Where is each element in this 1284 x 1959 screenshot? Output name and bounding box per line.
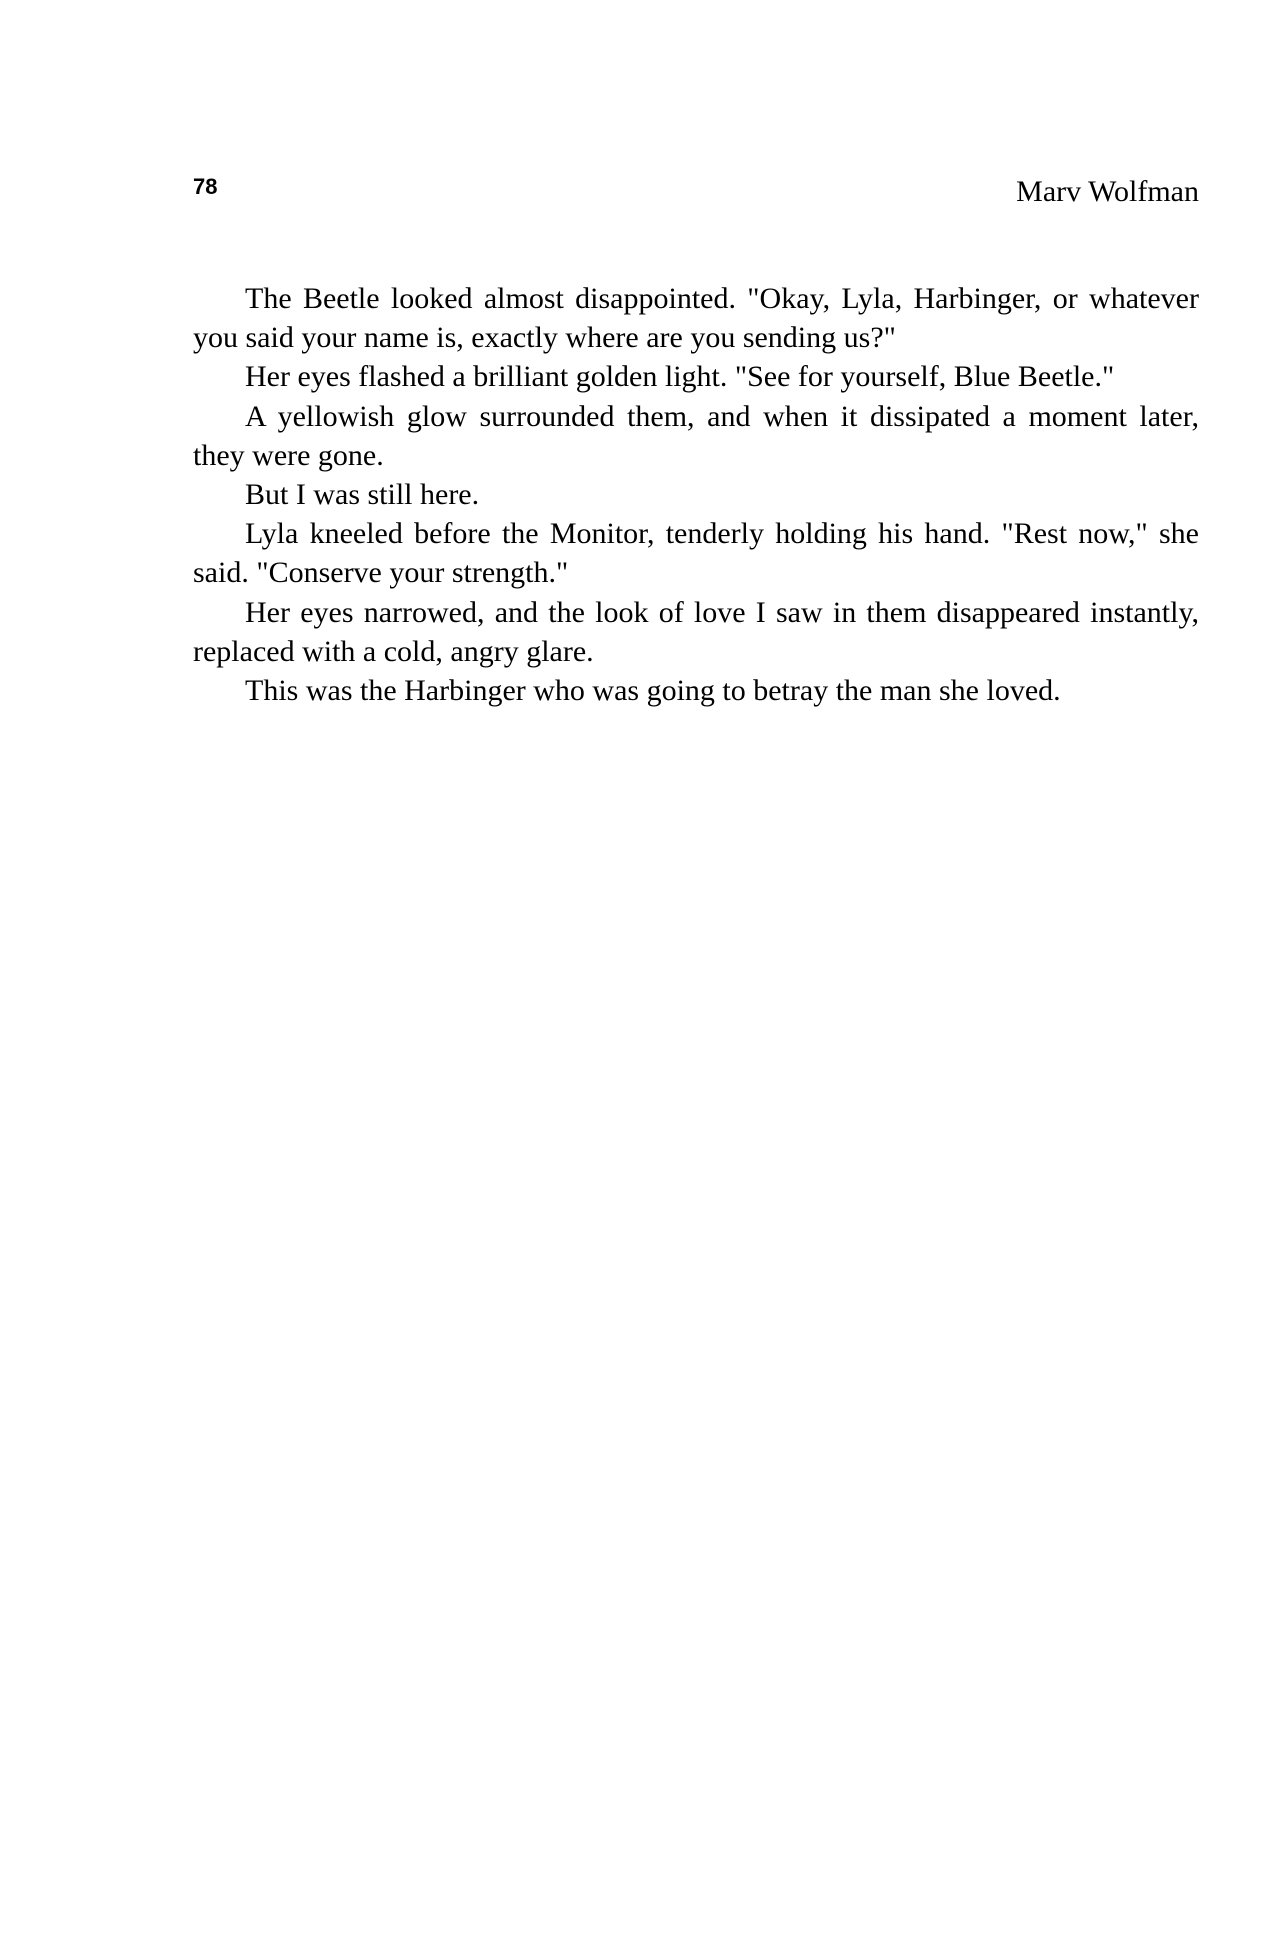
paragraph: This was the Harbinger who was going to betray the man she loved. <box>245 674 1061 708</box>
body-text <box>193 279 1199 710</box>
paragraph: The Beetle looked almost disappointed. "Okay, Lyla, Harbinger, or whatever you said your name is, exactly where are you sending us?" <box>193 282 1199 355</box>
running-head-author: Marv Wolfman <box>1016 175 1199 208</box>
paragraph: But I was still here. <box>245 478 480 512</box>
paragraph: Her eyes flashed a brilliant golden light. "See for yourself, Blue Beetle." <box>245 360 1115 394</box>
paragraph: A yellowish glow surrounded them, and when it dissipated a moment later, they were gone. <box>193 399 1199 472</box>
paragraph: Her eyes narrowed, and the look of love I saw in them disappeared instantly, replaced with a cold, angry glare. <box>193 595 1199 668</box>
page-number: 78 <box>193 174 218 199</box>
paragraph: Lyla kneeled before the Monitor, tenderly holding his hand. "Rest now," she said. "Conserve your strength." <box>193 517 1199 590</box>
